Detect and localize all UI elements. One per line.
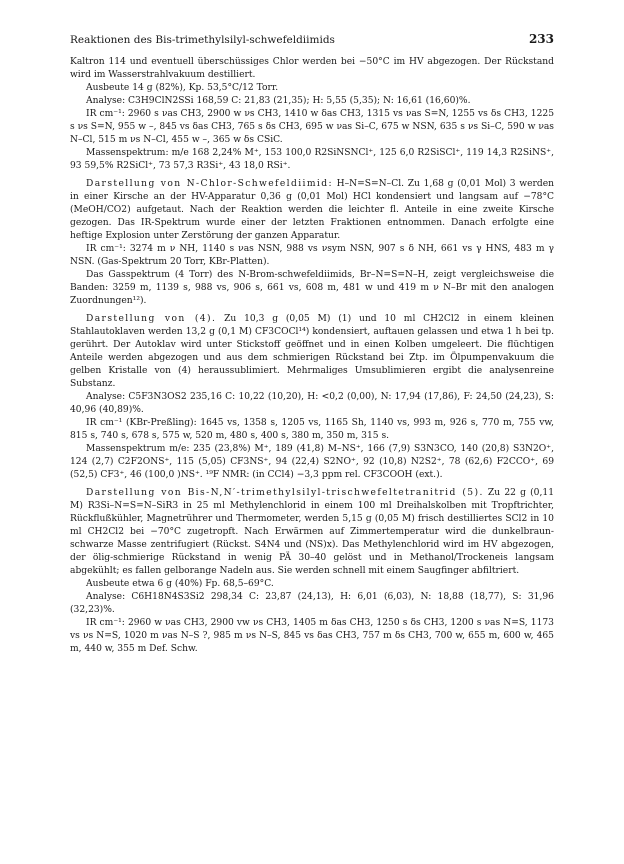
section-heading: Darstellung von Bis-N,N′-trimethylsilyl-trischwefeltetranitrid (5).	[86, 488, 484, 498]
paragraph-text: Analyse: C3H9ClN2SSi 168,59 C: 21,83 (21,35); H: 5,55 (5,35); N: 16,61 (16,60)%.	[86, 96, 471, 106]
section-paragraph	[70, 313, 554, 391]
section-heading: Darstellung von (4).	[86, 314, 217, 324]
journal-page	[70, 32, 554, 656]
paragraph-text: Massenspektrum m/e: 235 (23,8%) M⁺, 189 (41,8) M–NS⁺, 166 (7,9) S3N3CO, 140 (20,8) S3N2O⁺, 124 (2,7) C2F2ONS⁺, 115 (5,05) CF3NS⁺, 94 (22,4) S2NO⁺, 92 (10,8) N2S2⁺, 78 (62,6) F2CCO⁺, 69 (52,5) CF3⁺, 46 (100,0 )NS⁺. ¹⁹F NMR: (in CCl4) −3,3 ppm rel. CF3COOH (ext.).	[70, 444, 554, 480]
paragraph-text: Zu 22 g (0,11 M) R3Si–N=S=N–SiR3 in 25 ml Methylenchlorid in einem 100 ml Dreihalskolben mit Tropftrichter, Rückflußkühler, Magnetrührer und Thermometer, werden 5,15 g (0,05 M) frisch destilliertes SCl2 in 10 ml CH2Cl2 bei −70°C zugetropft. Nach Erwärmen auf Zimmertemperatur wird die dunkelbraun-schwarze Masse zentrifugiert (Rückst. S4N4 und (NS)x). Das Methylenchlorid wird im HV abgezogen, der ölig-schmierige Rückstand in wenig PÄ 30–40 gelöst und in Methanol/Trockeneis langsam abgekühlt; es fallen gelborange Nadeln aus. Sie werden schnell mit einem Saugfinger abfiltriert.	[70, 488, 554, 576]
section-paragraph	[70, 487, 554, 578]
paragraph	[70, 95, 554, 108]
paragraph-text: H–N=S=N–Cl. Zu 1,68 g (0,01 Mol) 3 werden in einer Kirsche an der HV-Apparatur 0,36 g (0,01 Mol) HCl kondensiert und langsam auf −78°C (MeOH/CO2) aufgetaut. Nach der Reaktion werden die leichter fl. Anteile in eine zweite Kirsche gezogen. Das IR-Spektrum wurde einer der letzten Fraktionen entnommen. Danach erfolgte eine heftige Explosion unter Zerstörung der ganzen Apparatur.	[70, 179, 554, 241]
paragraph-text: Massenspektrum: m/e 168 2,24% M⁺, 153 100,0 R2SiNSNCl⁺, 125 6,0 R2SiSCl⁺, 119 14,3 R2SiNS⁺, 93 59,5% R2SiCl⁺, 73 57,3 R3Si⁺, 43 18,0 RSi⁺.	[70, 148, 554, 171]
paragraph	[70, 243, 554, 269]
paragraph-text: IR cm⁻¹: 3274 m ν NH, 1140 s νas NSN, 988 vs νsym NSN, 907 s δ NH, 661 vs γ HNS, 483 m γ NSN. (Gas-Spektrum 20 Torr, KBr-Platten).	[70, 244, 554, 267]
paragraph-text: IR cm⁻¹ (KBr-Preßling): 1645 vs, 1358 s, 1205 vs, 1165 Sh, 1140 vs, 993 m, 926 s, 770 m, 755 vw, 815 s, 740 s, 678 s, 575 w, 520 m, 480 s, 400 s, 380 m, 350 m, 315 s.	[70, 418, 554, 441]
section-heading: Darstellung von N-Chlor-Schwefeldiimid:	[86, 179, 333, 189]
paragraph	[70, 591, 554, 617]
paragraph	[70, 108, 554, 147]
paragraph-text: Zu 10,3 g (0,05 M) (1) und 10 ml CH2Cl2 in einem kleinen Stahlautoklaven werden 13,2 g (0,1 M) CF3COCl¹⁴) kondensiert, auftauen gelassen und etwa 1 h bei tp. gerührt. Der Autoklav wird unter Stickstoff geöffnet und in einen Kolben umgeleert. Die flüchtigen Anteile werden abgezogen und aus dem schmierigen Rückstand bei Ztp. im Ölpumpenvakuum die gelben Kristalle von (4) heraussublimiert. Mehrmaliges Umsublimieren ergibt die analysenreine Substanz.	[70, 314, 555, 389]
page-number: 233	[528, 32, 554, 46]
paragraph	[70, 578, 554, 591]
article-body	[70, 56, 554, 656]
paragraph-text: Kaltron 114 und eventuell überschüssiges Chlor werden bei −50°C im HV abgezogen. Der Rückstand wird im Wasserstrahlvakuum destilliert.	[70, 57, 554, 80]
paragraph	[70, 617, 554, 656]
paragraph	[70, 82, 554, 95]
paragraph	[70, 269, 554, 308]
paragraph	[70, 147, 554, 173]
running-title: Reaktionen des Bis-trimethylsilyl-schwefeldiimids	[70, 34, 335, 46]
paragraph	[70, 391, 554, 417]
paragraph-text: Ausbeute 14 g (82%), Kp. 53,5°C/12 Torr.	[86, 83, 279, 93]
paragraph	[70, 417, 554, 443]
section-paragraph	[70, 178, 554, 243]
paragraph-text: IR cm⁻¹: 2960 w νas CH3, 2900 vw νs CH3, 1405 m δas CH3, 1250 s δs CH3, 1200 s νas N=S, 1173 vs νs N=S, 1020 m νas N–S ?, 985 m νs N–S, 845 vs δas CH3, 757 m δs CH3, 700 w, 655 m, 600 w, 465 m, 440 w, 355 m Def. Schw.	[70, 618, 554, 654]
paragraph-text: Ausbeute etwa 6 g (40%) Fp. 68,5–69°C.	[86, 579, 274, 589]
running-header	[70, 32, 554, 52]
paragraph-text: Analyse: C5F3N3OS2 235,16 C: 10,22 (10,20), H: <0,2 (0,00), N: 17,94 (17,86), F: 24,50 (24,23), S: 40,96 (40,89)%.	[70, 392, 554, 415]
paragraph	[70, 443, 554, 482]
paragraph-text: Das Gasspektrum (4 Torr) des N-Brom-schwefeldiimids, Br–N=S=N–H, zeigt vergleichsweise die Banden: 3259 m, 1139 s, 988 vs, 906 s, 661 vs, 608 m, 481 w und 419 m ν N–Br mit den analogen Zuordnungen¹²).	[70, 270, 554, 306]
paragraph-text: Analyse: C6H18N4S3Si2 298,34 C: 23,87 (24,13), H: 6,01 (6,03), N: 18,88 (18,77), S: 31,96 (32,23)%.	[70, 592, 554, 615]
paragraph	[70, 56, 554, 82]
paragraph-text: IR cm⁻¹: 2960 s νas CH3, 2900 w νs CH3, 1410 w δas CH3, 1315 vs νas S=N, 1255 vs δs CH3, 1225 s νs S=N, 955 w –, 845 vs δas CH3, 765 s δs CH3, 695 w νas Si–C, 675 w NSN, 635 s νs Si–C, 590 w νas N–Cl, 515 m νs N–Cl, 455 w –, 365 w δs CSiC.	[70, 109, 554, 145]
